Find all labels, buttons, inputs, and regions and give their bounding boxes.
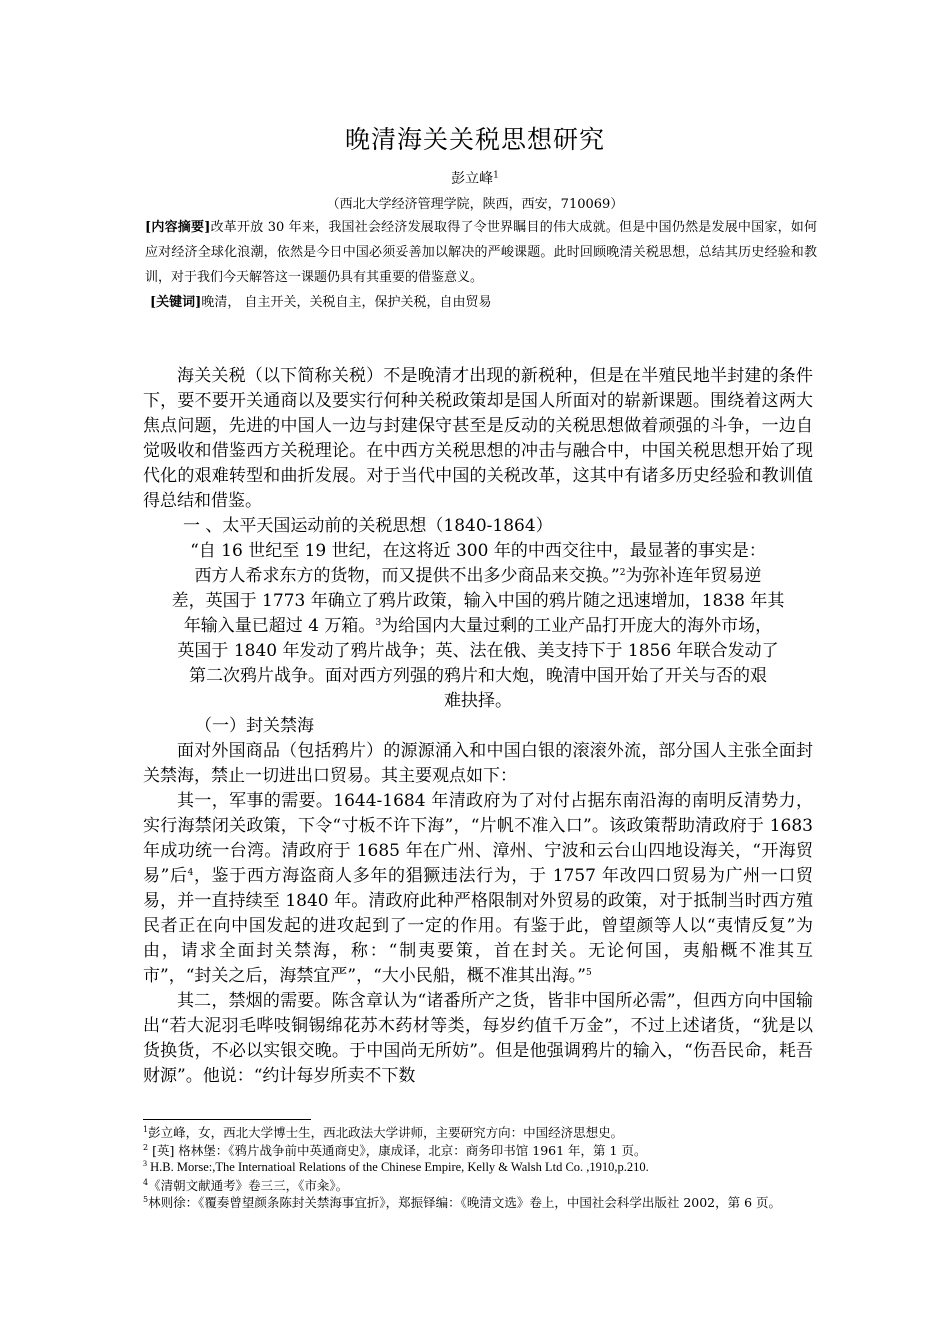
footnote-text: 林则徐：《覆奏曾望颜条陈封关禁海事宜折》，郑振铎编：《晚清文选》卷上，中国社会科学出版社 2002，第 6 页。	[148, 1195, 782, 1210]
keywords-label: [关键词]	[150, 295, 202, 310]
paragraph: 其二，禁烟的需要。陈含章认为“诸番所产之货，皆非中国所必需”，但西方向中国输出“若大泥羽毛哔吱铜锡绵花苏木药材等类，每岁约值千万金”，不过上述诸货，“犹是以货换货，不必以实银交晚。于中国尚无所妨”。但是他强调鸦片的输入，“伤吾民命，耗吾财源”。他说：“约计每岁所卖不下数	[143, 991, 813, 1086]
footnote-ref: 2	[619, 568, 626, 578]
paragraph-intro: 海关关税（以下简称关税）不是晚清才出现的新税种，但是在半殖民地半封建的条件下，要不要开关通商以及要实行何种关税政策却是国人所面对的崭新课题。围绕着这两大焦点问题，先进的中国人一边与封建保守甚至是反动的关税思想做着顽强的斗争，一边自觉吸收和借鉴西方关税理论。在中西方关税思想的冲击与融合中，中国关税思想开始了现代化的艰难转型和曲折发展。对于当代中国的关税改革，这其中有诸多历史经验和教训值得总结和借鉴。	[143, 366, 813, 511]
footnote-text: 彭立峰，女，西北大学博士生，西北政法大学讲师，主要研究方向：中国经济思想史。	[148, 1125, 624, 1140]
quote-line	[143, 564, 813, 589]
quote-line: 第二次鸦片战争。面对西方列强的鸦片和大炮，晚清中国开始了开关与否的艰	[189, 666, 767, 686]
quote-text: 为给国内大量过剩的工业产品打开庞大的海外市场，	[381, 616, 773, 636]
author-line	[0, 168, 950, 188]
footnote-mark: 5	[143, 1195, 149, 1204]
quote-line: 难抉择。	[444, 691, 512, 711]
paragraph-text: 其一，军事的需要。1644-1684 年清政府为了对付占据东南沿海的南明反清势力，实行海禁闭关政策，下令“寸板不许下海”，“片帆不准入口”。该政策帮助清政府于 1683 年成功统一台湾。清政府于 1685 年在广州、漳州、宁波和云台山四地设海关，“开海贸易”后	[143, 791, 813, 886]
quote-text: 为弥补连年贸易逆	[625, 566, 762, 586]
body-text	[143, 364, 813, 1089]
footnote	[143, 1159, 823, 1177]
footnote-text: [英] 格林堡：《鸦片战争前中英通商史》，康成译，北京：商务印书馆 1961 年，第 1 页。	[148, 1142, 647, 1158]
footnote	[143, 1194, 823, 1212]
footnote-text: H.B. Morse:,The Internatioal Relations of the Chinese Empire, Kelly & Walsh Ltd Co. ,1910,p.210.	[147, 1160, 649, 1174]
paragraph: 面对外国商品（包括鸦片）的源源涌入和中国白银的滚滚外流，部分国人主张全面封关禁海，禁止一切进出口贸易。其主要观点如下：	[143, 741, 813, 786]
footnote-mark: 2	[143, 1142, 149, 1152]
section-heading-2: （一）封关禁海	[195, 716, 314, 736]
quote-line: 英国于 1840 年发动了鸦片战争；英、法在俄、美支持下于 1856 年联合发动了	[177, 641, 779, 661]
quote-text: 年输入量已超过 4 万箱。	[183, 616, 376, 636]
abstract-text: 改革开放 30 年来，我国社会经济发展取得了令世界瞩目的伟大成就。但是中国仍然是发展中国家，如何应对经济全球化浪潮，依然是今日中国必须妥善加以解决的严峻课题。此时回顾晚清关税思想，总结其历史经验和教训，对于我们今天解答这一课题仍具有其重要的借鉴意义。	[145, 220, 817, 285]
footnote-separator	[143, 1119, 311, 1120]
quote-text: 西方人希求东方的货物，而又提供不出多少商品来交换。”	[194, 566, 620, 586]
quote-line: 差，英国于 1773 年确立了鸦片政策，输入中国的鸦片随之迅速增加，1838 年其	[171, 591, 785, 611]
footnote-ref: 3	[375, 618, 382, 628]
paragraph-text: ，鉴于西方海盗商人多年的猖獗违法行为，于 1757 年改四口贸易为广州一口贸易，并一直持续至 1840 年。清政府此种严格限制对外贸易的政策，对于抵制当时西方殖民者正在向中国发起的进攻起到了一定的作用。有鉴于此，曾望颜等人以“夷情反复”为由，请求全面封关禁海，称：“制夷要策，首在封关。无论何国，夷船概不准其互市”，“封关之后，海禁宜严”，“大小民船，概不准其出海。”	[143, 866, 813, 986]
quote-line: “自 16 世纪至 19 世纪，在这将近 300 年的中西交往中，最显著的事实是：	[190, 541, 766, 561]
footnote	[143, 1142, 823, 1160]
footnote-mark: 4	[143, 1177, 149, 1187]
footnote-mark: 1	[143, 1125, 149, 1134]
footnotes	[143, 1124, 823, 1212]
abstract	[145, 215, 817, 290]
quote-line	[143, 614, 813, 639]
footnote-ref: 5	[585, 968, 592, 978]
paragraph	[143, 789, 813, 989]
footnote-mark: 3	[143, 1159, 147, 1168]
keywords	[150, 290, 810, 315]
affiliation: （西北大学经济管理学院，陕西，西安，710069）	[326, 197, 624, 212]
author-name: 彭立峰	[451, 171, 494, 187]
section-heading-1: 一 、太平天国运动前的关税思想（1840-1864）	[183, 516, 553, 536]
footnote	[143, 1177, 823, 1195]
author-footnote-mark: 1	[493, 170, 499, 181]
footnote-text: 《清朝文献通考》卷三三，《市籴》。	[148, 1177, 349, 1193]
paper-title: 晚清海关关税思想研究	[344, 125, 605, 154]
keywords-text: 晚清， 自主开关，关税自主，保护关税，自由贸易	[201, 295, 492, 310]
abstract-label: [内容摘要]	[145, 220, 211, 235]
footnote	[143, 1124, 823, 1142]
footnote-ref: 4	[187, 868, 194, 878]
